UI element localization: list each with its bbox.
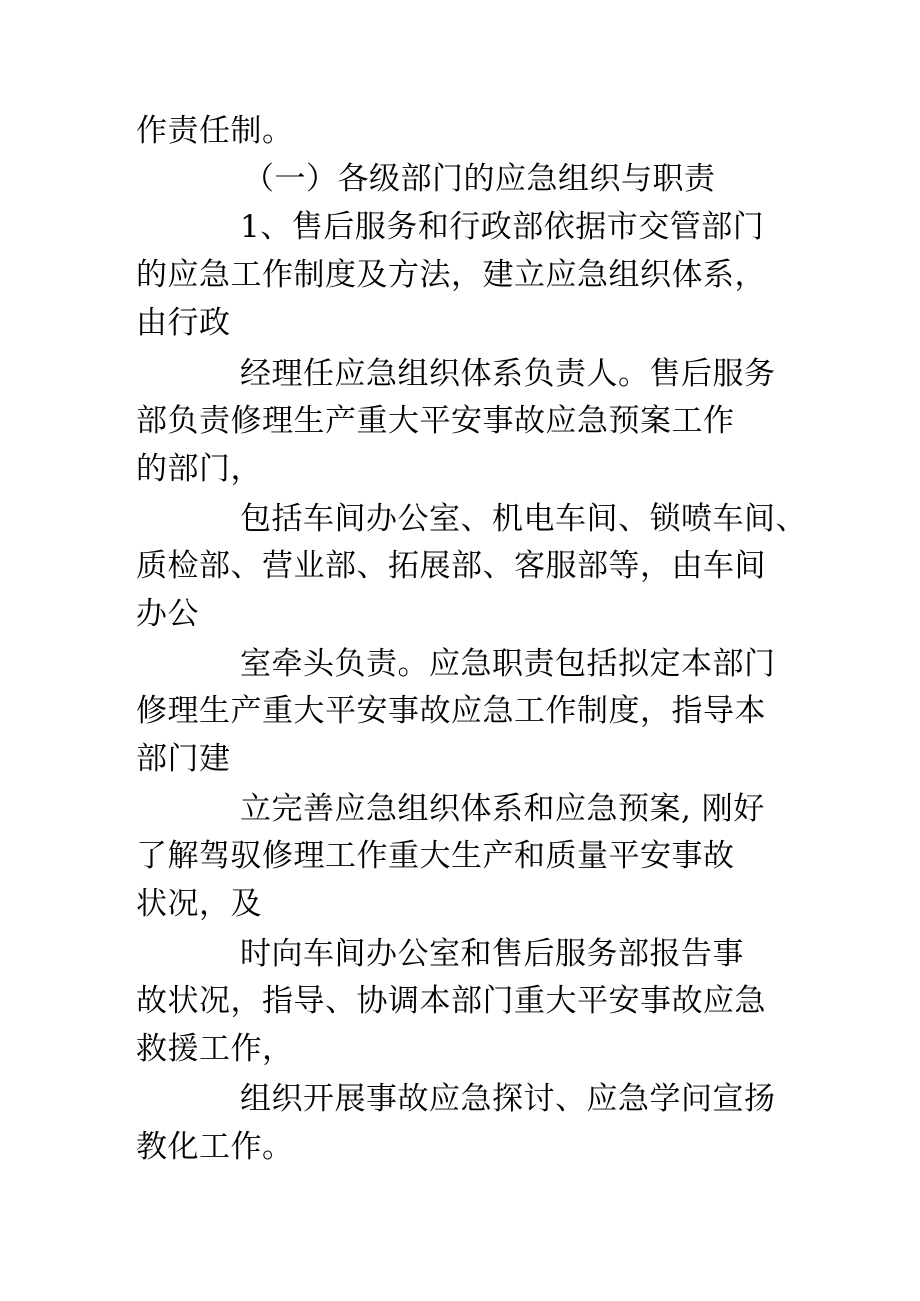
text-line: 的应急工作制度及方法，建立应急组织体系， xyxy=(136,257,766,293)
text-line: 的部门， xyxy=(136,451,262,487)
text-line: 状况，及 xyxy=(136,886,262,922)
text-line: 救援工作， xyxy=(136,1031,294,1067)
text-line: 质检部、营业部、拓展部、客服部等，由车间 xyxy=(136,548,766,584)
text-line: 教化工作。 xyxy=(136,1129,294,1165)
text-line: 故状况，指导、协调本部门重大平安事故应急 xyxy=(136,983,766,1019)
section-heading: （一）各级部门的应急组织与职责 xyxy=(243,161,716,197)
text-line: 室牵头负责。应急职责包括拟定本部门 xyxy=(240,646,776,682)
text-line: 时向车间办公室和售后服务部报告事 xyxy=(240,936,744,972)
text-line: 包括车间办公室、机电车间、锁喷车间、 xyxy=(240,501,807,537)
text-line: 办公 xyxy=(136,596,199,632)
text-line: 了解驾驭修理工作重大生产和质量平安事故 xyxy=(136,838,735,874)
text-line: 部门建 xyxy=(136,741,231,777)
text-line: 经理任应急组织体系负责人。售后服务 xyxy=(240,356,776,392)
text-line: 修理生产重大平安事故应急工作制度，指导本 xyxy=(136,693,766,729)
text-line: 立完善应急组织体系和应急预案, 刚好 xyxy=(240,791,765,827)
text-line: 作责任制。 xyxy=(136,113,294,149)
text-line: 1、售后服务和行政部依据市交管部门 xyxy=(240,209,765,245)
text-line: 部负责修理生产重大平安事故应急预案工作 xyxy=(136,403,735,439)
text-line: 由行政 xyxy=(136,305,231,341)
text-line: 组织开展事故应急探讨、应急学问宣扬 xyxy=(240,1081,776,1117)
